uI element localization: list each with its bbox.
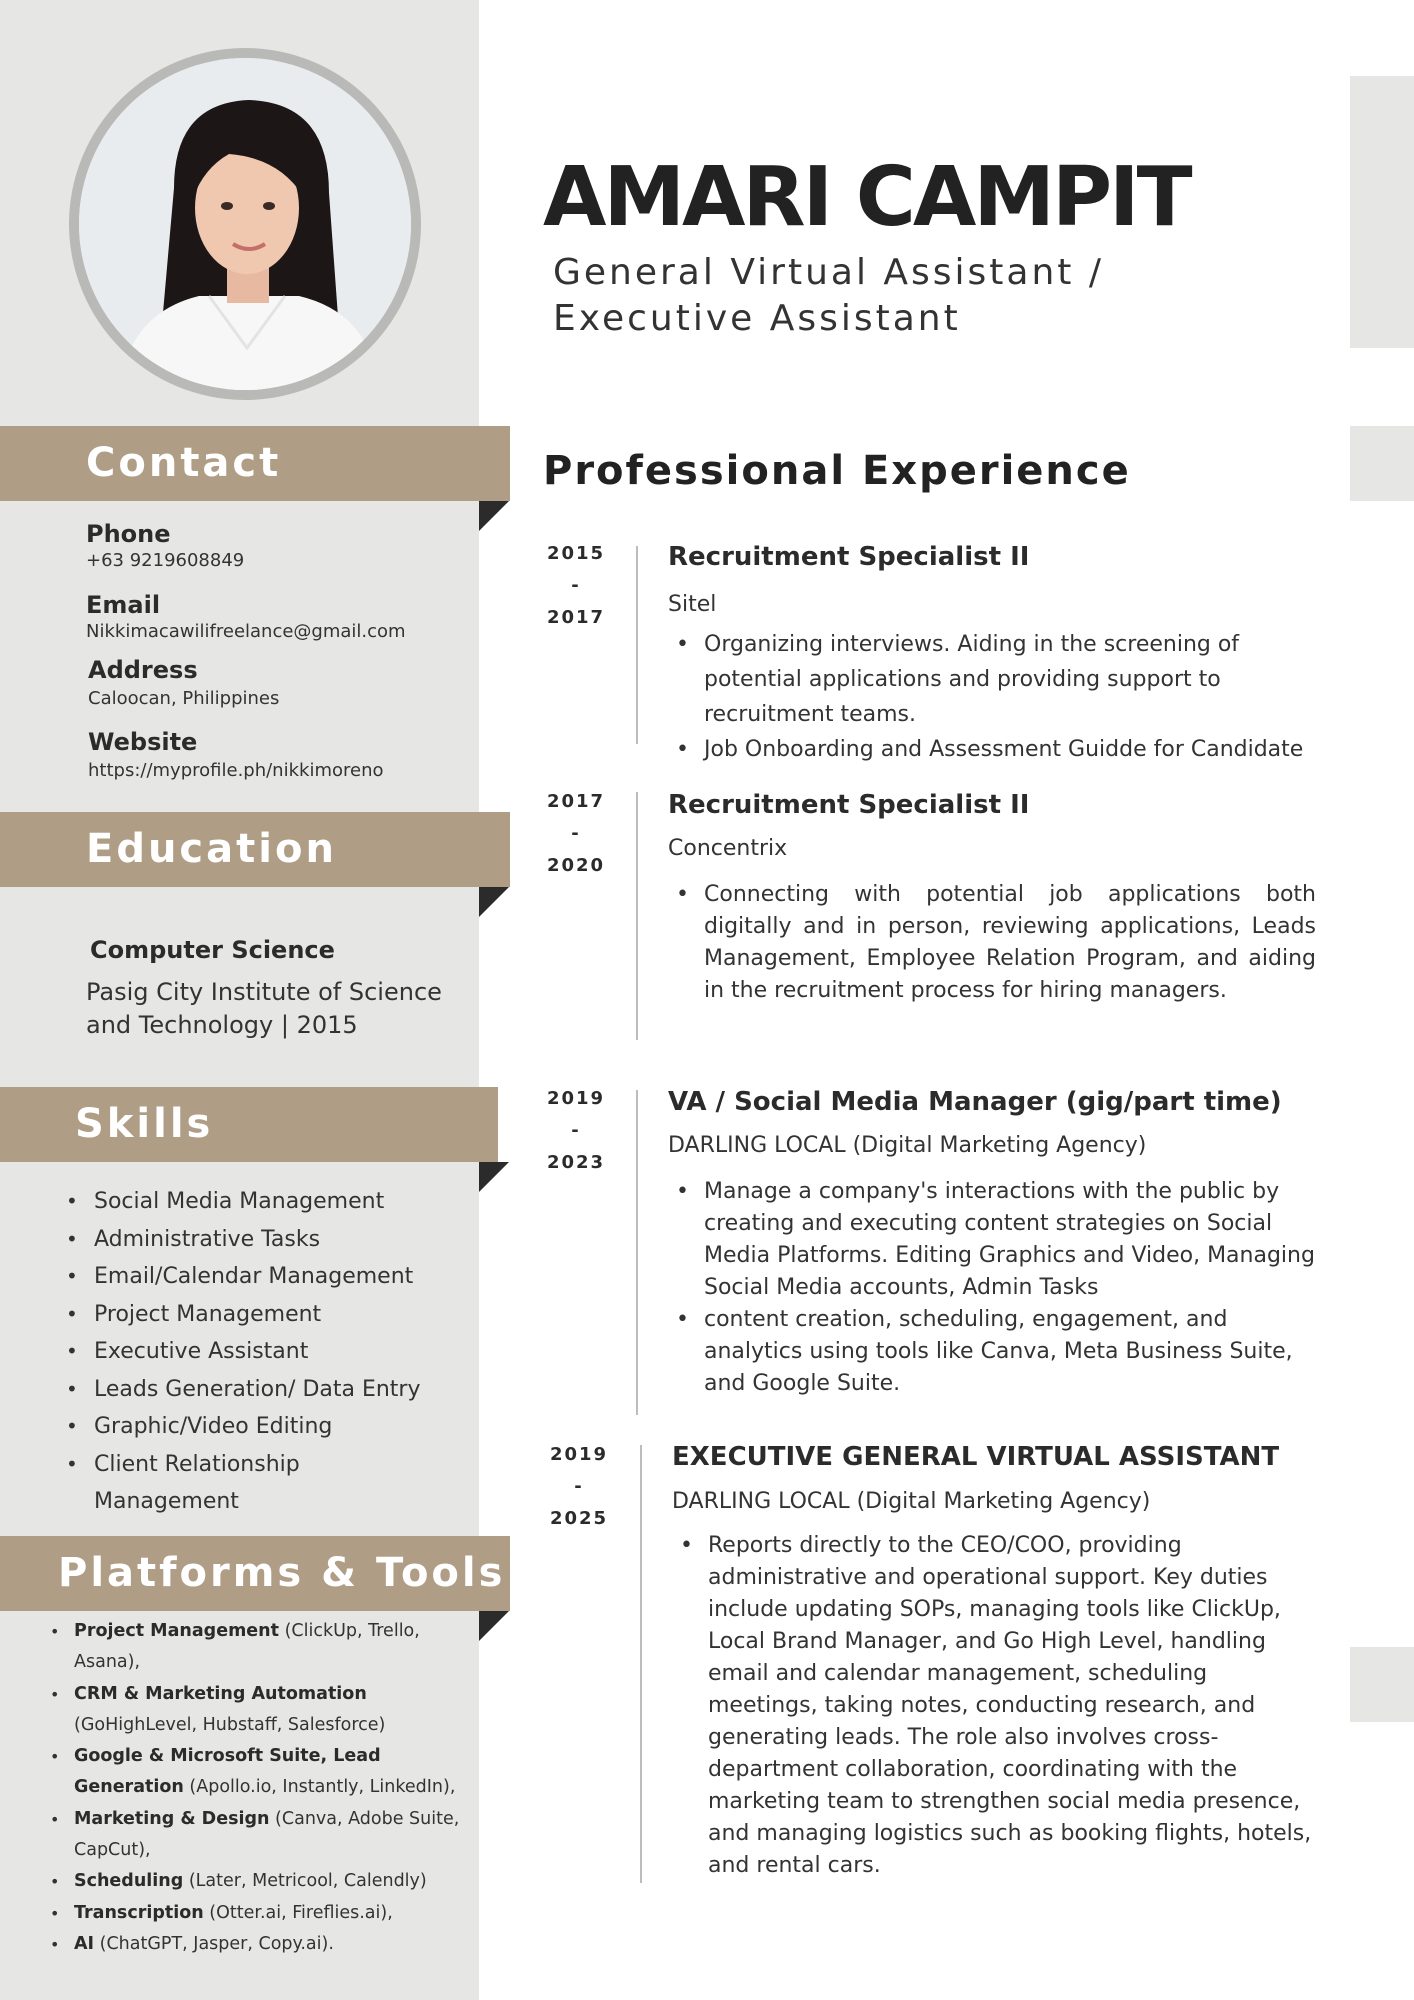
- list-item: [46, 1804, 466, 1867]
- website-link[interactable]: https://myprofile.ph/nikkimoreno: [88, 760, 384, 781]
- job-end-year: 2017: [546, 607, 606, 628]
- website-label: Website: [88, 728, 198, 756]
- skills-heading: Skills: [0, 1087, 498, 1162]
- tool-names: (ChatGPT, Jasper, Copy.ai).: [94, 1933, 334, 1954]
- timeline-divider: [636, 546, 638, 744]
- tool-category: Project Management: [74, 1621, 279, 1641]
- list-item: [46, 1866, 466, 1897]
- tool-category: Scheduling: [74, 1871, 184, 1892]
- job-end-year: 2020: [546, 855, 606, 876]
- list-item: [46, 1616, 466, 1679]
- profile-photo-frame: [69, 48, 421, 400]
- profile-photo: [79, 58, 411, 390]
- banner-fold-decoration: [479, 1611, 509, 1641]
- tool-category: Marketing & Design: [74, 1808, 270, 1829]
- list-item: [46, 1898, 466, 1929]
- job-start-year: 2015: [546, 543, 606, 564]
- job-start-year: 2019: [546, 1088, 606, 1109]
- tool-names: (Later, Metricool, Calendly): [183, 1871, 427, 1892]
- list-item: • content creation, scheduling, engagement, and analytics using tools like Canva, Meta Business Suite, and Google Suite.: [668, 1304, 1319, 1400]
- candidate-title: General Virtual Assistant / Executive Assistant: [553, 252, 1104, 339]
- decorative-block: [1350, 1647, 1414, 1722]
- list-item: • Manage a company's interactions with the public by creating and executing content strategies on Social Media Platforms. Editing Graphics and Video, Managing Social Media accounts, Admin Tasks: [668, 1176, 1319, 1304]
- tool-category: CRM & Marketing Automation: [74, 1683, 367, 1704]
- list-item: • Connecting with potential job applications both digitally and in person, reviewing applications, Leads Management, Employee Relation Program, and aiding in the recruitment process for hiring managers.: [668, 879, 1316, 1007]
- year-separator: -: [571, 575, 581, 596]
- tool-category: Google & Microsoft Suite, Lead Generation: [74, 1746, 381, 1798]
- tool-names: (GoHighLevel, Hubstaff, Salesforce): [74, 1714, 386, 1735]
- list-item: • Organizing interviews. Aiding in the screening of potential applications and providing support to recruitment teams.: [668, 627, 1319, 732]
- job-years: [541, 786, 611, 882]
- tools-list: [46, 1616, 466, 1960]
- timeline-divider: [636, 1090, 638, 1415]
- candidate-name: AMARI CAMPIT: [543, 150, 1190, 245]
- decorative-block: [1350, 76, 1414, 348]
- person-avatar-icon: [79, 58, 411, 390]
- year-separator: -: [571, 823, 581, 844]
- job-title: Recruitment Specialist II: [668, 790, 1030, 820]
- job-end-year: 2023: [546, 1152, 606, 1173]
- timeline-divider: [636, 792, 638, 1040]
- job-company: DARLING LOCAL (Digital Marketing Agency): [668, 1133, 1147, 1158]
- list-item: • Client Relationship Management: [66, 1446, 326, 1521]
- job-company: Sitel: [668, 592, 717, 617]
- job-start-year: 2019: [549, 1444, 609, 1465]
- job-company: Concentrix: [668, 836, 788, 861]
- address-label: Address: [88, 656, 198, 684]
- list-item: • Email/Calendar Management: [66, 1258, 456, 1296]
- list-item: • Project Management: [66, 1296, 456, 1334]
- tool-category: AI: [74, 1933, 95, 1954]
- job-title: EXECUTIVE GENERAL VIRTUAL ASSISTANT: [672, 1442, 1280, 1472]
- list-item: • Leads Generation/ Data Entry: [66, 1371, 456, 1409]
- education-heading: Education: [0, 812, 510, 887]
- job-bullets: [668, 879, 1316, 1007]
- banner-fold-decoration: [479, 1162, 509, 1192]
- year-separator: -: [574, 1476, 584, 1497]
- list-item: [46, 1679, 466, 1742]
- decorative-block: [1350, 426, 1414, 501]
- banner-fold-decoration: [479, 501, 509, 531]
- list-item: • Social Media Management: [66, 1183, 456, 1221]
- list-item: • Executive Assistant: [66, 1333, 456, 1371]
- job-start-year: 2017: [546, 791, 606, 812]
- tool-names: (Canva, Adobe Suite, CapCut),: [74, 1808, 460, 1861]
- email-link[interactable]: Nikkimacawilifreelance@gmail.com: [86, 621, 406, 642]
- job-years: [541, 538, 611, 634]
- job-title: VA / Social Media Manager (gig/part time): [668, 1087, 1282, 1117]
- job-bullets: [672, 1530, 1320, 1882]
- phone-value: +63 9219608849: [86, 550, 245, 571]
- list-item: [46, 1929, 466, 1960]
- skills-list: [66, 1183, 456, 1521]
- address-value: Caloocan, Philippines: [88, 688, 280, 709]
- list-item: • Reports directly to the CEO/COO, providing administrative and operational support. Key duties include updating SOPs, managing tools like ClickUp, Local Brand Manager, and Go High Level, handling email and calendar management, scheduling meetings, taking notes, conducting research, and generating leads. The role also involves cross-department collaboration, coordinating with the marketing team to strengthen social media presence, and managing logistics such as booking flights, hotels, and rental cars.: [672, 1530, 1320, 1882]
- banner-fold-decoration: [479, 887, 509, 917]
- education-school: Pasig City Institute of Science and Technology | 2015: [86, 978, 442, 1039]
- phone-label: Phone: [86, 520, 171, 548]
- tool-category: Transcription: [74, 1902, 204, 1923]
- job-end-year: 2025: [549, 1508, 609, 1529]
- tool-names: (Apollo.io, Instantly, LinkedIn),: [183, 1777, 456, 1798]
- contact-heading: Contact: [0, 426, 510, 501]
- tool-names: (Otter.ai, Fireflies.ai),: [203, 1902, 393, 1923]
- job-title: Recruitment Specialist II: [668, 542, 1030, 572]
- tools-heading: Platforms & Tools: [0, 1536, 510, 1611]
- job-company: DARLING LOCAL (Digital Marketing Agency): [672, 1489, 1151, 1514]
- experience-heading: Professional Experience: [543, 448, 1131, 494]
- education-degree: Computer Science: [90, 936, 335, 964]
- list-item: • Graphic/Video Editing: [66, 1408, 456, 1446]
- tool-names: (ClickUp, Trello, Asana),: [74, 1621, 420, 1673]
- job-years: [544, 1439, 614, 1535]
- job-bullets: [668, 627, 1319, 767]
- year-separator: -: [571, 1120, 581, 1141]
- job-bullets: [668, 1176, 1319, 1400]
- list-item: [46, 1741, 466, 1804]
- email-label: Email: [86, 591, 161, 619]
- timeline-divider: [640, 1445, 642, 1883]
- list-item: • Administrative Tasks: [66, 1221, 456, 1259]
- job-years: [541, 1083, 611, 1179]
- list-item: • Job Onboarding and Assessment Guidde for Candidate: [668, 732, 1319, 767]
